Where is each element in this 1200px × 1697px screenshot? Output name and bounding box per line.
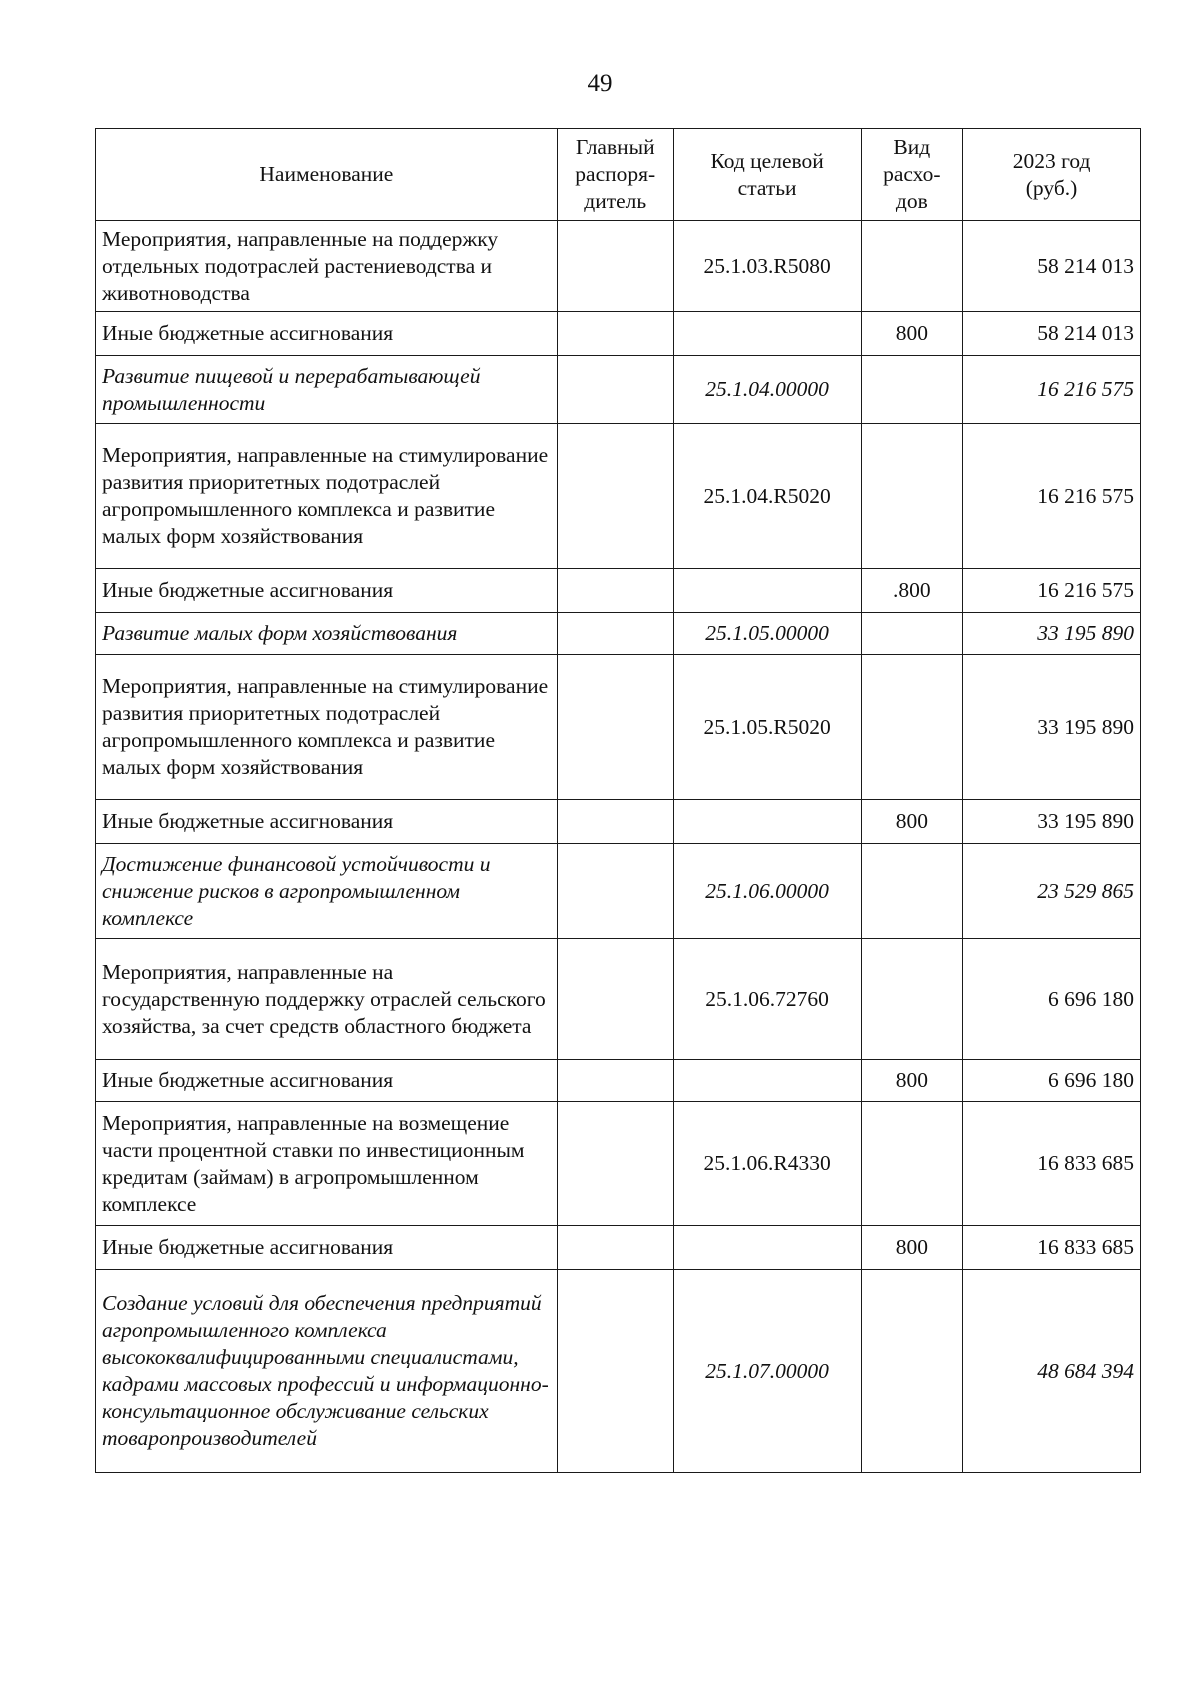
row-amount: 16 216 575 bbox=[963, 356, 1141, 424]
row-code bbox=[673, 1060, 861, 1102]
header-name bbox=[96, 129, 558, 221]
row-code bbox=[673, 312, 861, 356]
row-code bbox=[673, 800, 861, 844]
row-amount: 23 529 865 bbox=[963, 844, 1141, 939]
row-code bbox=[673, 569, 861, 613]
row-type bbox=[861, 424, 963, 569]
row-name: Иные бюджетные ассигнования bbox=[96, 1060, 558, 1102]
row-code: 25.1.07.00000 bbox=[673, 1270, 861, 1473]
row-manager bbox=[557, 569, 673, 613]
row-name: Мероприятия, направленные на стимулирование развития приоритетных подотраслей агропромышленного комплекса и развитие малых форм хозяйствования bbox=[96, 424, 558, 569]
table-row bbox=[96, 424, 1141, 569]
row-amount: 16 216 575 bbox=[963, 569, 1141, 613]
row-manager bbox=[557, 1226, 673, 1270]
row-manager bbox=[557, 800, 673, 844]
row-type: 800 bbox=[861, 1226, 963, 1270]
table-header-row bbox=[96, 129, 1141, 221]
row-type: 800 bbox=[861, 1060, 963, 1102]
row-manager bbox=[557, 312, 673, 356]
table-row bbox=[96, 844, 1141, 939]
header-amount bbox=[963, 129, 1141, 221]
row-manager bbox=[557, 655, 673, 800]
header-amount-line: (руб.) bbox=[1025, 175, 1078, 200]
row-name: Иные бюджетные ассигнования bbox=[96, 569, 558, 613]
row-amount: 16 216 575 bbox=[963, 424, 1141, 569]
row-manager bbox=[557, 1102, 673, 1226]
row-type: .800 bbox=[861, 569, 963, 613]
row-amount: 6 696 180 bbox=[963, 939, 1141, 1060]
header-type-line: расхо- bbox=[883, 162, 941, 186]
row-manager bbox=[557, 424, 673, 569]
row-code: 25.1.06.R4330 bbox=[673, 1102, 861, 1226]
header-amount-line: 2023 год bbox=[1012, 148, 1091, 173]
table-row bbox=[96, 613, 1141, 655]
row-name: Мероприятия, направленные на поддержку отдельных подотраслей растениеводства и животноводства bbox=[96, 221, 558, 312]
row-name: Иные бюджетные ассигнования bbox=[96, 1226, 558, 1270]
row-code: 25.1.04.00000 bbox=[673, 356, 861, 424]
row-manager bbox=[557, 221, 673, 312]
row-name: Достижение финансовой устойчивости и снижение рисков в агропромышленном комплексе bbox=[96, 844, 558, 939]
row-code: 25.1.04.R5020 bbox=[673, 424, 861, 569]
header-type bbox=[861, 129, 963, 221]
row-type: 800 bbox=[861, 800, 963, 844]
budget-table bbox=[95, 128, 1141, 1473]
row-name: Мероприятия, направленные на стимулирование развития приоритетных подотраслей агропромышленного комплекса и развитие малых форм хозяйствования bbox=[96, 655, 558, 800]
header-code bbox=[673, 129, 861, 221]
row-type bbox=[861, 1102, 963, 1226]
table-body bbox=[96, 221, 1141, 1473]
row-amount: 16 833 685 bbox=[963, 1102, 1141, 1226]
table-row bbox=[96, 655, 1141, 800]
header-code-line: Код целевой bbox=[710, 148, 824, 173]
row-name: Создание условий для обеспечения предприятий агропромышленного комплекса высококвалифицированными специалистами, кадрами массовых профессий и информационно-консультационное обслуживание сельских товаропроизводителей bbox=[96, 1270, 558, 1473]
row-type bbox=[861, 939, 963, 1060]
row-amount: 33 195 890 bbox=[963, 613, 1141, 655]
row-type: 800 bbox=[861, 312, 963, 356]
header-code-line: статьи bbox=[737, 175, 797, 200]
table-row bbox=[96, 800, 1141, 844]
row-type bbox=[861, 356, 963, 424]
row-name: Мероприятия, направленные на государственную поддержку отраслей сельского хозяйства, за счет средств областного бюджета bbox=[96, 939, 558, 1060]
table-row bbox=[96, 356, 1141, 424]
header-manager-line: распоря- bbox=[575, 162, 656, 186]
row-amount: 33 195 890 bbox=[963, 800, 1141, 844]
row-type bbox=[861, 613, 963, 655]
row-type bbox=[861, 655, 963, 800]
row-manager bbox=[557, 613, 673, 655]
table-row bbox=[96, 312, 1141, 356]
row-amount: 58 214 013 bbox=[963, 221, 1141, 312]
header-type-line: Вид bbox=[893, 135, 931, 159]
row-name: Иные бюджетные ассигнования bbox=[96, 800, 558, 844]
row-manager bbox=[557, 939, 673, 1060]
table-row bbox=[96, 1060, 1141, 1102]
page-number: 49 bbox=[587, 70, 613, 97]
row-code bbox=[673, 1226, 861, 1270]
row-amount: 48 684 394 bbox=[963, 1270, 1141, 1473]
header-manager-line: Главный bbox=[575, 135, 655, 159]
header-manager-line: дитель bbox=[584, 189, 647, 213]
table-row bbox=[96, 569, 1141, 613]
header-name-label: Наименование bbox=[259, 162, 394, 186]
row-amount: 16 833 685 bbox=[963, 1226, 1141, 1270]
row-amount: 33 195 890 bbox=[963, 655, 1141, 800]
row-code: 25.1.03.R5080 bbox=[673, 221, 861, 312]
table-row bbox=[96, 1270, 1141, 1473]
row-type bbox=[861, 221, 963, 312]
row-name: Развитие пищевой и перерабатывающей промышленности bbox=[96, 356, 558, 424]
table-row bbox=[96, 1226, 1141, 1270]
row-name: Иные бюджетные ассигнования bbox=[96, 312, 558, 356]
row-code: 25.1.05.00000 bbox=[673, 613, 861, 655]
row-name: Мероприятия, направленные на возмещение части процентной ставки по инвестиционным кредитам (займам) в агропромышленном комплексе bbox=[96, 1102, 558, 1226]
table-row bbox=[96, 939, 1141, 1060]
row-manager bbox=[557, 1060, 673, 1102]
row-type bbox=[861, 1270, 963, 1473]
table-row bbox=[96, 221, 1141, 312]
header-manager bbox=[557, 129, 673, 221]
row-manager bbox=[557, 1270, 673, 1473]
row-manager bbox=[557, 844, 673, 939]
row-code: 25.1.06.72760 bbox=[673, 939, 861, 1060]
row-manager bbox=[557, 356, 673, 424]
row-amount: 6 696 180 bbox=[963, 1060, 1141, 1102]
row-amount: 58 214 013 bbox=[963, 312, 1141, 356]
table-row bbox=[96, 1102, 1141, 1226]
row-type bbox=[861, 844, 963, 939]
row-name: Развитие малых форм хозяйствования bbox=[96, 613, 558, 655]
row-code: 25.1.05.R5020 bbox=[673, 655, 861, 800]
row-code: 25.1.06.00000 bbox=[673, 844, 861, 939]
header-type-line: дов bbox=[895, 189, 928, 213]
